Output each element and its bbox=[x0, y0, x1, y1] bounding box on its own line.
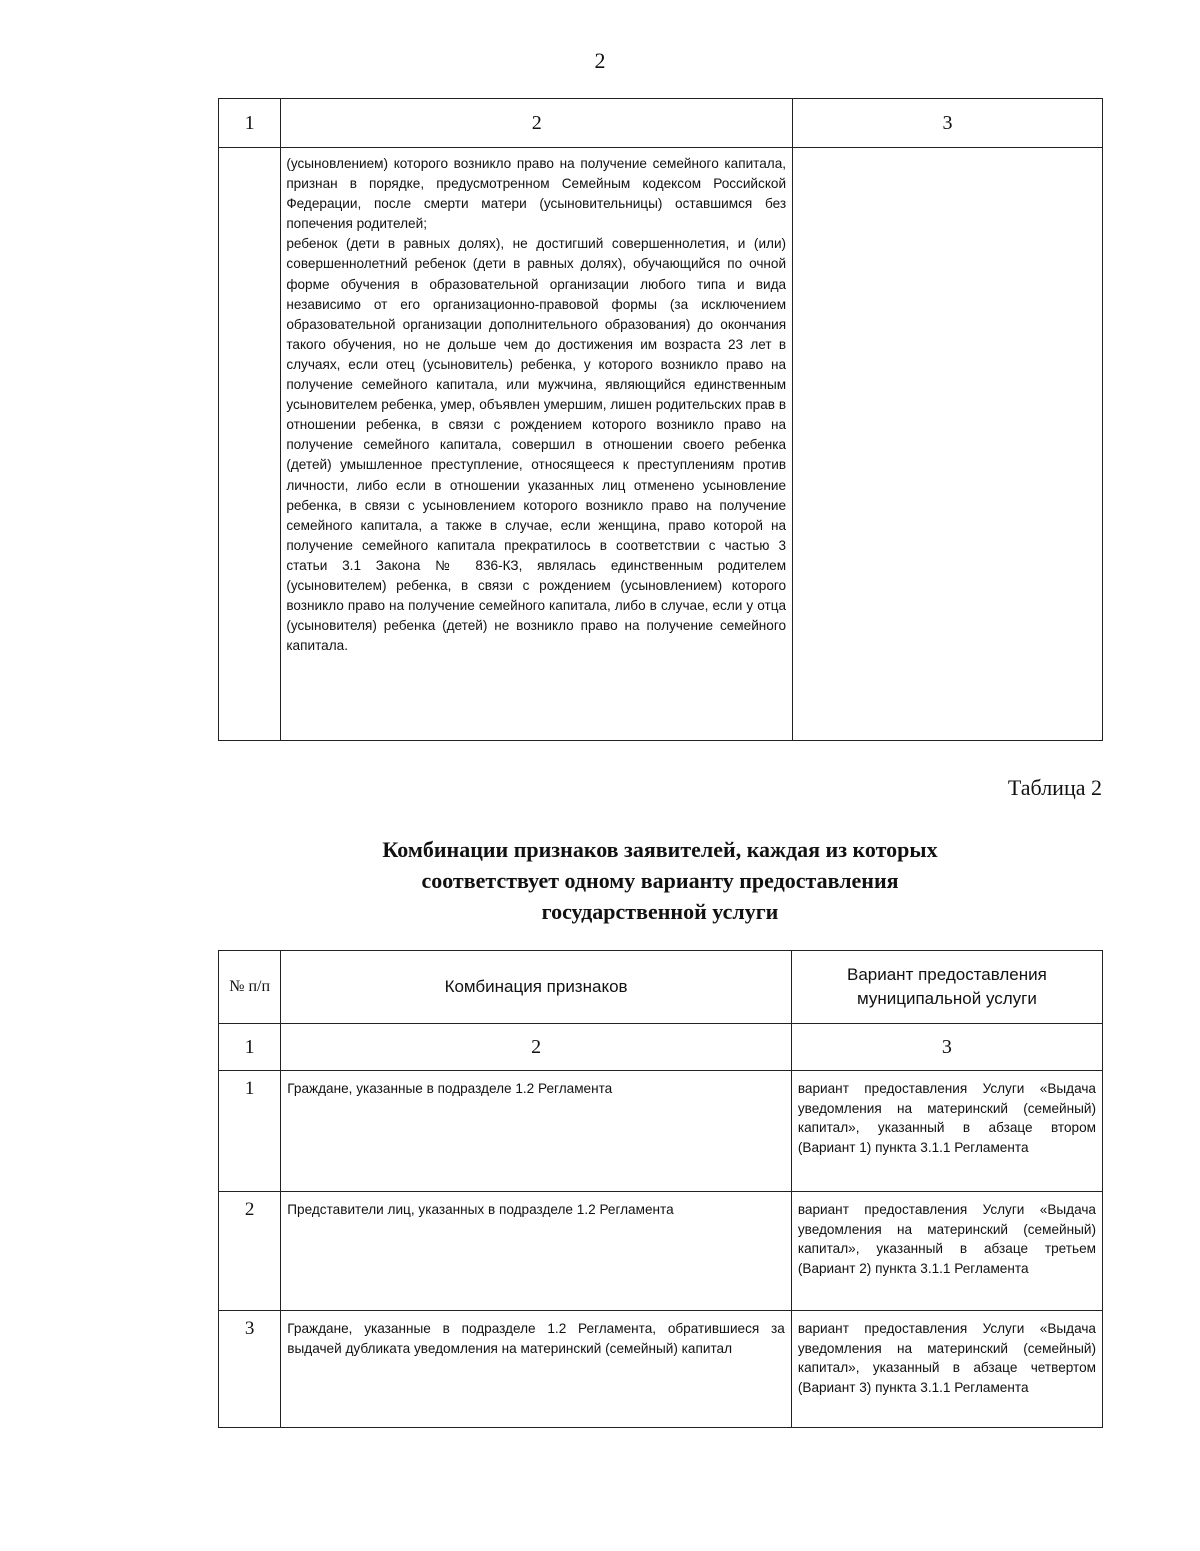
column-number-2: 2 bbox=[281, 1024, 792, 1071]
paragraph: ребенок (дети в равных долях), не достигший совершеннолетия, и (или) совершеннолетний ребенок (дети в равных долях), обучающийся по очной форме обучения в образовательной организации любого типа и вида независимо от его организационно-правовой формы (за исключением образовательной организации дополнительного образования) до окончания такого обучения, но не дольше чем до достижения им возраста 23 лет в случаях, если отец (усыновитель) ребенка, у которого возникло право на получение семейного капитала, или мужчина, являющийся единственным усыновителем ребенка, умер, объявлен умершим, лишен родительских прав в отношении ребенка, в связи с рождением которого возникло право на получение семейного капитала, совершил в отношении своего ребенка (детей) умышленное преступление, относящееся к преступлениям против личности, либо если в отношении указанных лиц отменено усыновление ребенка, в связи с усыновлением которого возникло право на получение семейного капитала, а также в случае, если женщина, право которой на получение семейного капитала прекратилось в соответствии с частью 3 статьи 3.1 Закона № 836-КЗ, являлась единственным родителем (усыновителем) ребенка, в связи с рождением (усыновлением) которого возникло право на получение семейного капитала, либо в случае, если у отца (усыновителя) ребенка (детей) не возникло право на получение семейного капитала. bbox=[286, 236, 787, 654]
header-variant: Вариант предоставления муниципальной услуги bbox=[791, 951, 1102, 1024]
column-number-row bbox=[219, 1024, 1103, 1071]
column-number-3: 3 bbox=[793, 99, 1103, 148]
column-number-row bbox=[219, 99, 1103, 148]
variant-cell: вариант предоставления Услуги «Выдача уведомления на материнский (семейный) капитал», указанный в абзаце четвертом (Вариант 3) пункта 3.1.1 Регламента bbox=[791, 1311, 1102, 1428]
title-line: Комбинации признаков заявителей, каждая из которых bbox=[382, 837, 938, 862]
empty-cell bbox=[793, 148, 1103, 741]
column-number-1: 1 bbox=[219, 1024, 281, 1071]
header-combination: Комбинация признаков bbox=[281, 951, 792, 1024]
combination-cell: Граждане, указанные в подразделе 1.2 Регламента, обратившиеся за выдачей дубликата уведомления на материнский (семейный) капитал bbox=[281, 1311, 792, 1428]
table-caption: Таблица 2 bbox=[1007, 775, 1102, 800]
page-number: 2 bbox=[594, 48, 606, 73]
title-line: соответствует одному варианту предоставления bbox=[421, 868, 899, 893]
section-title bbox=[0, 834, 1200, 927]
column-number-3: 3 bbox=[791, 1024, 1102, 1071]
combination-cell: Представители лиц, указанных в подразделе 1.2 Регламента bbox=[281, 1192, 792, 1311]
applicant-description-cell bbox=[281, 148, 793, 741]
header-row bbox=[219, 951, 1103, 1024]
table-row bbox=[219, 1192, 1103, 1311]
table-row bbox=[219, 1071, 1103, 1192]
empty-cell bbox=[219, 148, 281, 741]
column-number-1: 1 bbox=[219, 99, 281, 148]
combinations-table bbox=[218, 950, 1103, 1428]
variant-cell: вариант предоставления Услуги «Выдача уведомления на материнский (семейный) капитал», указанный в абзаце третьем (Вариант 2) пункта 3.1.1 Регламента bbox=[791, 1192, 1102, 1311]
table-row bbox=[219, 1311, 1103, 1428]
row-number: 3 bbox=[219, 1311, 281, 1428]
table-row bbox=[219, 148, 1103, 741]
combination-cell: Граждане, указанные в подразделе 1.2 Регламента bbox=[281, 1071, 792, 1192]
paragraph: (усыновлением) которого возникло право на получение семейного капитала, признан в порядке, предусмотренном Семейным кодексом Российской Федерации, после смерти матери (усыновительницы) оставшимся без попечения родителей; bbox=[286, 156, 787, 232]
header-num: № п/п bbox=[219, 951, 281, 1024]
column-number-2: 2 bbox=[281, 99, 793, 148]
row-number: 2 bbox=[219, 1192, 281, 1311]
continuation-table bbox=[218, 98, 1103, 741]
variant-cell: вариант предоставления Услуги «Выдача уведомления на материнский (семейный) капитал», указанный в абзаце втором (Вариант 1) пункта 3.1.1 Регламента bbox=[791, 1071, 1102, 1192]
row-number: 1 bbox=[219, 1071, 281, 1192]
title-line: государственной услуги bbox=[541, 899, 779, 924]
